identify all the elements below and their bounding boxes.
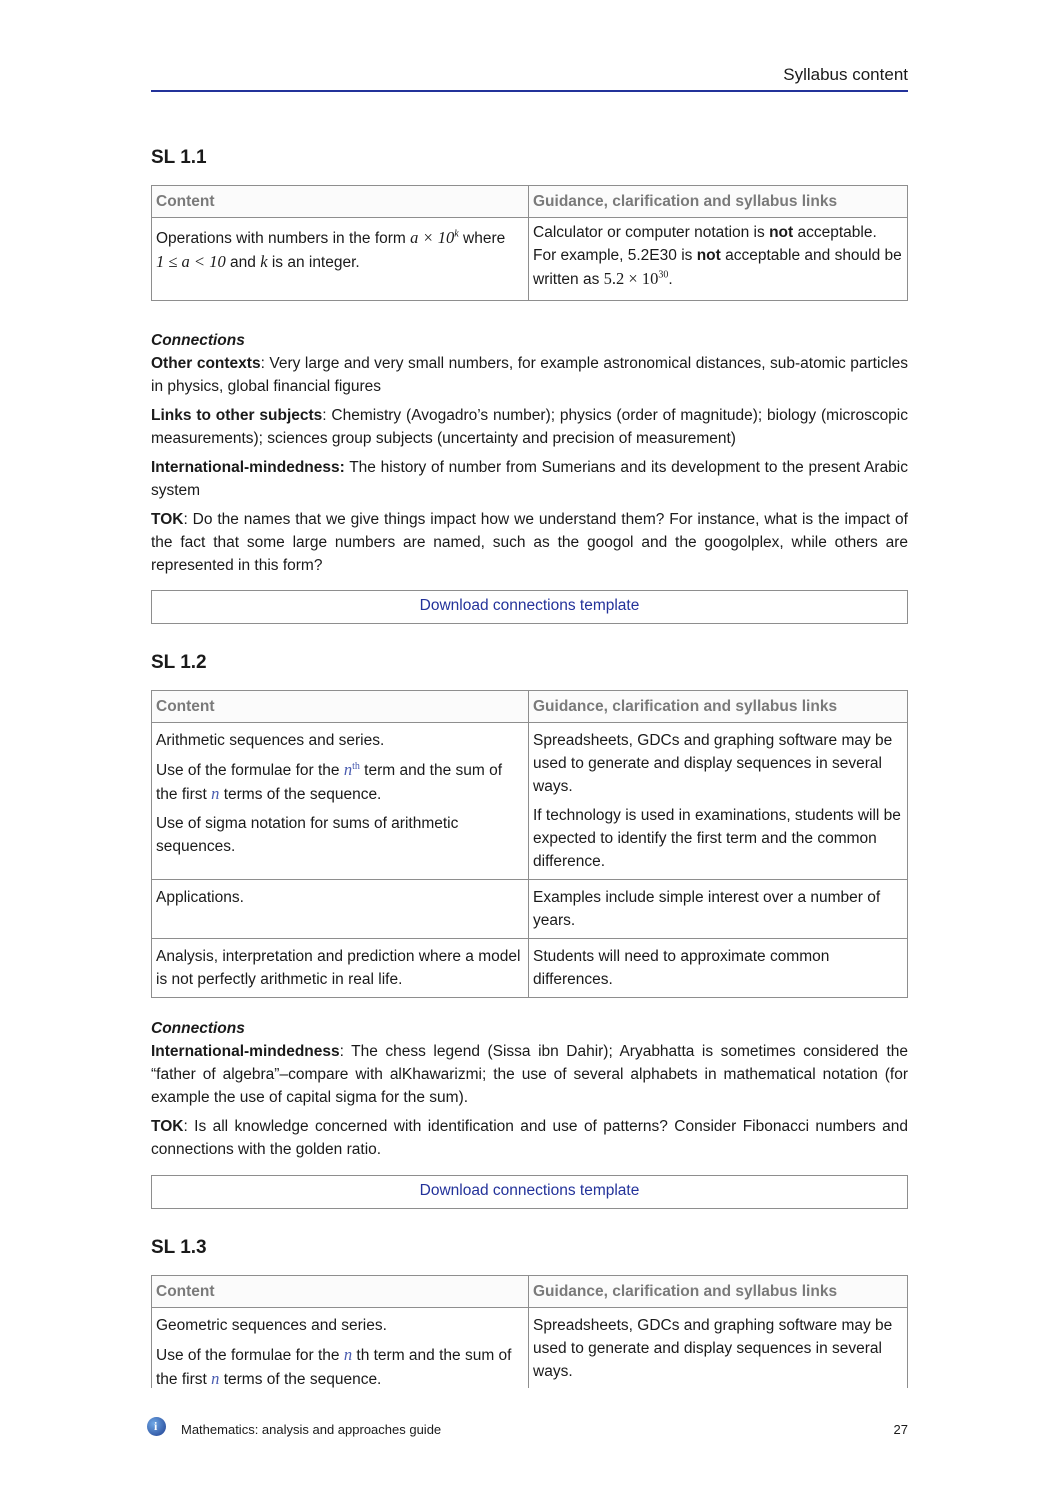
footer-title: Mathematics: analysis and approaches guide [181,1422,442,1437]
ib-globe-logo-icon: i [147,1417,166,1436]
tok: TOK: Do the names that we give things impact how we understand them? For instance, what is the impact of the fact that some large numbers are named, such as the googol and the googolplex, while others are represented in this form? [151,511,908,574]
connections-heading: Connections [151,332,245,349]
section-title-sl13: SL 1.3 [151,1237,207,1258]
other-contexts: Other contexts: Very large and very small numbers, for example astronomical distances, sub-atomic particles in physics, global financial figures [151,355,908,395]
table-row [152,723,908,880]
table-header-row [152,1276,908,1308]
content-cell: Geometric sequences and series. Use of the formulae for the n th term and the sum of the first n terms of the sequence. [152,1308,529,1389]
content-column-header: Content [152,1276,529,1308]
syllabus-table-sl13 [151,1275,908,1388]
international-mindedness: International-mindedness: The history of number from Sumerians and its development to the present Arabic system [151,459,908,499]
guidance-cell: Examples include simple interest over a number of years. [529,880,908,939]
content-cell: Arithmetic sequences and series. Use of the formulae for the $n^{th}$ term and the sum of the first n terms of the sequence. Use of sigma notation for sums of arithmetic sequences. [152,723,529,880]
syllabus-table-sl11 [151,185,908,301]
content-column-header: Content [152,691,529,723]
page-header [151,60,908,92]
guidance-cell: Calculator or computer notation is not acceptable. For example, 5.2E30 is not acceptable and should be written as $5.2 \times 10^{30}$. [529,218,908,301]
content-column-header: Content [152,186,529,218]
table-header-row [152,691,908,723]
section-title-sl12: SL 1.2 [151,652,207,673]
table-row [152,880,908,939]
tok: TOK: Is all knowledge concerned with identification and use of patterns? Consider Fibonacci numbers and connections with the golden ratio. [151,1118,908,1158]
guidance-cell: Spreadsheets, GDCs and graphing software may be used to generate and display sequences in several ways. [529,1308,908,1389]
content-cell: Applications. [152,880,529,939]
syllabus-table-sl12 [151,690,908,998]
international-mindedness: International-mindedness: The chess legend (Sissa ibn Dahir); Aryabhatta is sometimes considered the “father of algebra”–compare with alKhawarizmi; the use of several alphabets in mathematical notation (for example the use of capital sigma for the sum). [151,1043,908,1106]
links-to-other-subjects: Links to other subjects: Chemistry (Avogadro’s number); physics (order of magnitude); biology (microscopic measurements); sciences group subjects (uncertainty and precision of measurement) [151,407,908,447]
section-title-sl11: SL 1.1 [151,147,207,168]
table-clip [0,1275,1058,1388]
math-expression: $5.2 \times 10^{30}$ [603,269,669,288]
download-connections-template-link[interactable]: Download connections template [151,1175,908,1209]
guidance-column-header: Guidance, clarification and syllabus links [529,691,908,723]
content-cell: Analysis, interpretation and prediction where a model is not perfectly arithmetic in real life. [152,939,529,998]
guidance-cell: Spreadsheets, GDCs and graphing software may be used to generate and display sequences in several ways. If technology is used in examinations, students will be expected to identify the first term and the common difference. [529,723,908,880]
guidance-column-header: Guidance, clarification and syllabus links [529,1276,908,1308]
content-cell: Operations with numbers in the form $a \times 10^k$ where 1 ≤ a < 10 and k is an integer. [152,218,529,301]
download-connections-template-link[interactable]: Download connections template [151,590,908,624]
table-header-row [152,186,908,218]
connections-sl11 [151,329,908,583]
header-title: Syllabus content [783,65,908,84]
math-expression: $a \times 10^k$ [410,228,459,247]
connections-sl12 [151,1017,908,1167]
connections-heading: Connections [151,1020,245,1037]
table-row [152,1308,908,1389]
page-footer [151,1416,908,1440]
guidance-cell: Students will need to approximate common differences. [529,939,908,998]
table-row [152,218,908,301]
page-number: 27 [893,1422,908,1437]
guidance-column-header: Guidance, clarification and syllabus links [529,186,908,218]
table-row [152,939,908,998]
math-expression: 1 ≤ a < 10 [156,252,226,271]
